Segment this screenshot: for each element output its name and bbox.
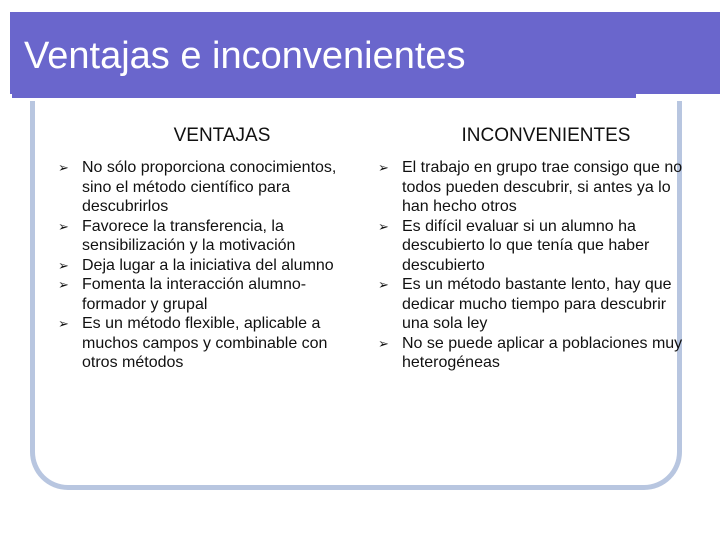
- list-item-text: Es un método flexible, aplicable a muchos campos y combinable con otros métodos: [82, 315, 328, 371]
- arrowhead-bullet-icon: ➢: [378, 160, 389, 175]
- list-item-text: Deja lugar a la iniciativa del alumno: [82, 256, 334, 274]
- list-item: [378, 275, 694, 334]
- advantages-column: [58, 124, 350, 373]
- list-item: [58, 256, 350, 276]
- list-item: [58, 158, 350, 217]
- arrowhead-bullet-icon: ➢: [378, 335, 389, 351]
- list-item-text: No sólo proporciona conocimientos, sino el método científico para descubrirlos: [82, 159, 337, 215]
- list-item-text: No se puede aplicar a poblaciones muy heterogéneas: [402, 334, 683, 371]
- advantages-heading: VENTAJAS: [173, 125, 271, 146]
- list-item: [58, 314, 350, 373]
- list-item: [378, 334, 694, 373]
- list-item-text: Es un método bastante lento, hay que dedicar mucho tiempo para descubrir una sola ley: [402, 276, 672, 332]
- slide-title: Ventajas e inconvenientes: [24, 35, 466, 77]
- list-item-text: Favorece la transferencia, la sensibilización y la motivación: [82, 217, 296, 254]
- arrowhead-bullet-icon: ➢: [58, 257, 69, 273]
- disadvantages-list: [378, 158, 694, 373]
- arrowhead-bullet-icon: ➢: [378, 277, 389, 292]
- advantages-list: [58, 158, 350, 373]
- arrowhead-bullet-icon: ➢: [58, 316, 69, 331]
- list-item: [378, 158, 694, 217]
- disadvantages-heading: INCONVENIENTES: [461, 125, 631, 146]
- list-item-text: Fomenta la interacción alumno-formador y grupal: [82, 276, 307, 313]
- list-item: [378, 217, 694, 276]
- list-item-text: Es difícil evaluar si un alumno ha descubierto lo que tenía que haber descubierto: [402, 217, 650, 274]
- arrowhead-bullet-icon: ➢: [58, 160, 69, 175]
- title-underline: [12, 94, 636, 98]
- list-item: [58, 275, 350, 314]
- arrowhead-bullet-icon: ➢: [58, 218, 69, 234]
- list-item-text: El trabajo en grupo trae consigo que no todos pueden descubrir, si antes ya lo han hecho otros: [402, 159, 683, 215]
- disadvantages-column: [378, 124, 694, 373]
- arrowhead-bullet-icon: ➢: [58, 277, 69, 292]
- arrowhead-bullet-icon: ➢: [378, 218, 389, 234]
- list-item: [58, 217, 350, 256]
